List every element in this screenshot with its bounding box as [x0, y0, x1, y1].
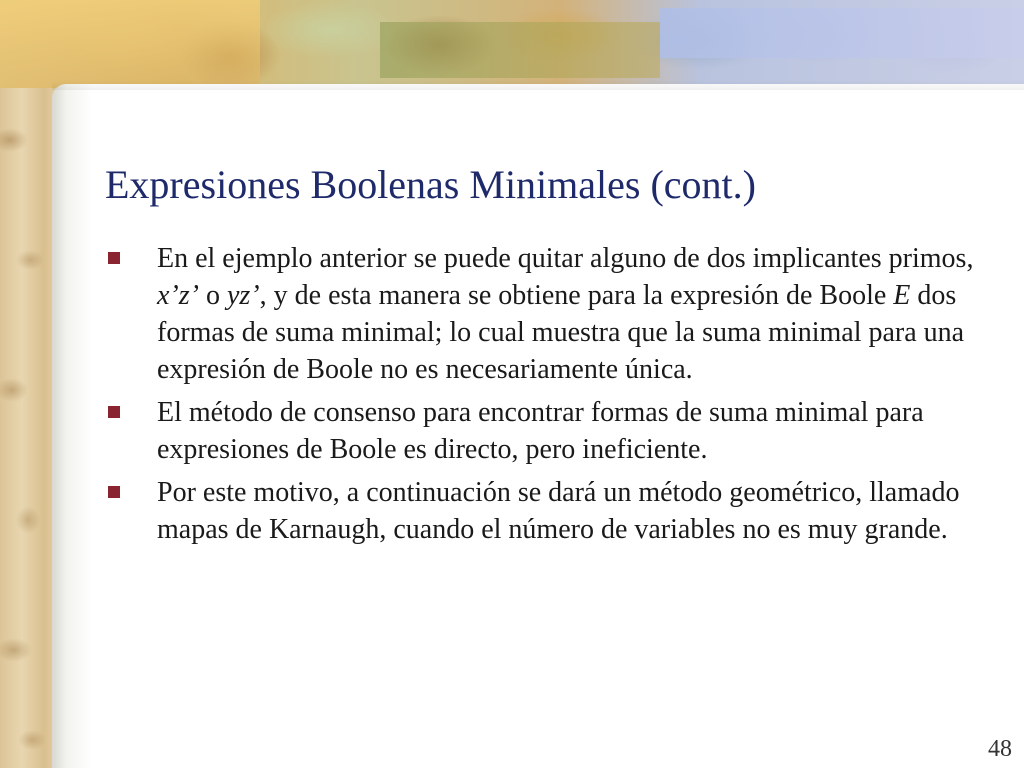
- bullet-list: [105, 240, 1005, 554]
- bullet-text-italic: E: [893, 280, 911, 311]
- decorative-green-patch: [380, 22, 660, 78]
- square-bullet-icon: [108, 486, 120, 498]
- bullet-text: El método de consenso para encontrar formas de suma minimal para expresiones de Boole es directo, pero ineficiente.: [157, 397, 924, 465]
- slide-title: Expresiones Boolenas Minimales (cont.): [105, 162, 756, 207]
- square-bullet-icon: [108, 252, 120, 264]
- page-number: 48: [988, 736, 1012, 762]
- bullet-text-segment: dos formas de suma minimal; lo cual muestra que la suma minimal para una expresión de Boole no es necesariamente única.: [157, 280, 965, 385]
- square-bullet-icon: [108, 406, 120, 418]
- decorative-blue-patch: [660, 8, 1024, 58]
- bullet-text-italic: yz’: [226, 280, 260, 311]
- bullet-text: Por este motivo, a continuación se dará un método geométrico, llamado mapas de Karnaugh, cuando el número de variables no es muy grande.: [157, 477, 960, 545]
- bullet-item: [105, 474, 1005, 548]
- bullet-text-italic: x’z’: [157, 280, 199, 311]
- bullet-text-segment: , y de esta manera se obtiene para la expresión de Boole: [259, 280, 894, 311]
- panel-shadow: [52, 80, 1024, 90]
- bullet-text-segment: o: [198, 280, 227, 311]
- bullet-item: [105, 240, 1005, 388]
- bullet-item: [105, 394, 1005, 468]
- decorative-gold-patch: [0, 0, 260, 88]
- bullet-text-segment: En el ejemplo anterior se puede quitar alguno de dos implicantes primos,: [157, 243, 974, 274]
